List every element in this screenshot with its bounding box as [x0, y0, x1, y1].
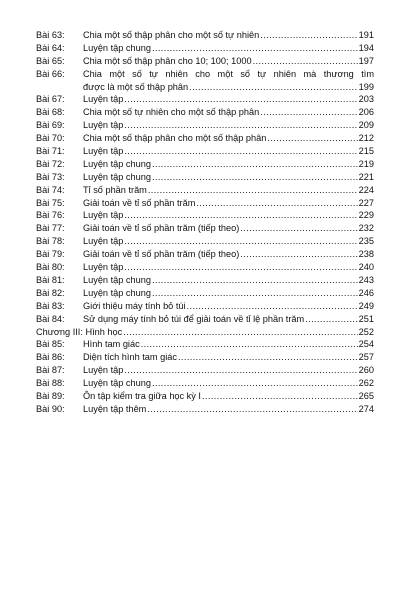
lesson-title: Tỉ số phần trăm [83, 184, 147, 195]
lesson-number: Bài 87: [36, 365, 65, 376]
toc-entry-body [83, 338, 374, 351]
leader-dots [124, 364, 357, 377]
toc-entry [36, 93, 374, 106]
lesson-number: Bài 71: [36, 146, 65, 157]
lesson-title: Luyện tập chung [83, 171, 151, 182]
toc-entry-body [83, 235, 374, 248]
table-of-contents [36, 29, 374, 416]
leader-dots [124, 209, 357, 222]
toc-entry [36, 377, 374, 390]
lesson-number: Bài 90: [36, 403, 65, 414]
lesson-title: Luyện tập chung [83, 158, 151, 169]
leader-dots [305, 313, 357, 326]
toc-entry [36, 248, 374, 261]
lesson-title-line-2-row [83, 81, 374, 94]
toc-entry-body [83, 106, 374, 119]
lesson-number: Bài 65: [36, 55, 65, 66]
page-number: 199 [358, 81, 374, 92]
toc-entry [36, 29, 374, 42]
toc-entry-body [83, 351, 374, 364]
lesson-title: Giải toán về tỉ số phần trăm (tiếp theo) [83, 223, 240, 234]
page-number: 212 [358, 133, 374, 144]
leader-dots [253, 55, 358, 68]
leader-dots [147, 403, 357, 416]
toc-entry [36, 68, 374, 94]
page-number: 229 [358, 210, 374, 221]
toc-entry [36, 106, 374, 119]
toc-entry-body [83, 261, 374, 274]
lesson-number: Bài 85: [36, 339, 65, 350]
toc-entry [36, 313, 374, 326]
toc-entry-body [83, 55, 374, 68]
toc-entry-body [83, 313, 374, 326]
leader-dots [202, 390, 358, 403]
toc-entry [36, 42, 374, 55]
toc-entry-body [83, 171, 374, 184]
lesson-number: Bài 77: [36, 223, 65, 234]
lesson-number: Bài 88: [36, 378, 65, 389]
lesson-number: Bài 79: [36, 249, 65, 260]
toc-entry [36, 197, 374, 210]
toc-entry-body [83, 300, 374, 313]
toc-entry-body [83, 93, 374, 106]
lesson-title: Ôn tập kiểm tra giữa học kỳ I [83, 390, 201, 401]
lesson-title: Chia một số thập phân cho 10; 100; 1000 [83, 55, 252, 66]
toc-entry-body [83, 248, 374, 261]
lesson-number: Bài 72: [36, 158, 65, 169]
toc-entry [36, 287, 374, 300]
leader-dots [187, 300, 358, 313]
leader-dots [196, 197, 357, 210]
toc-entry-body [83, 403, 374, 416]
leader-dots [123, 326, 357, 339]
lesson-title: Luyện tập chung [83, 42, 151, 53]
toc-entry [36, 132, 374, 145]
leader-dots [152, 171, 358, 184]
page-number: 219 [358, 158, 374, 169]
lesson-number: Bài 69: [36, 120, 65, 131]
toc-entry-body [83, 158, 374, 171]
leader-dots [152, 158, 358, 171]
toc-entry [36, 326, 374, 339]
lesson-number: Bài 66: [36, 68, 65, 79]
toc-entry-body [83, 197, 374, 210]
lesson-title: Luyện tập [83, 236, 124, 247]
toc-entry [36, 364, 374, 377]
toc-entry [36, 274, 374, 287]
lesson-title: Hình tam giác [83, 339, 140, 350]
lesson-number: Bài 80: [36, 262, 65, 273]
page-number: 243 [358, 274, 374, 285]
toc-entry-body [83, 274, 374, 287]
leader-dots [124, 93, 357, 106]
page-number: 257 [358, 352, 374, 363]
leader-dots [260, 106, 357, 119]
lesson-number: Bài 89: [36, 390, 65, 401]
lesson-number: Bài 73: [36, 171, 65, 182]
toc-entry-body [83, 145, 374, 158]
toc-entry-body [83, 287, 374, 300]
lesson-title: Luyện tập [83, 146, 124, 157]
toc-entry [36, 158, 374, 171]
toc-entry [36, 338, 374, 351]
lesson-number: Bài 81: [36, 274, 65, 285]
toc-entry [36, 171, 374, 184]
page-number: 254 [358, 339, 374, 350]
lesson-number: Bài 63: [36, 30, 65, 40]
page-number: 191 [358, 30, 374, 40]
toc-entry [36, 300, 374, 313]
toc-entry [36, 55, 374, 68]
toc-entry [36, 119, 374, 132]
toc-entry-body [83, 209, 374, 222]
lesson-title: Chia một số thập phân cho một số thập phân [83, 133, 267, 144]
page-number: 249 [358, 300, 374, 311]
toc-entry [36, 261, 374, 274]
toc-entry-body [83, 377, 374, 390]
lesson-title: Chia một số tự nhiên cho một số thập phân [83, 107, 260, 118]
page-number: 215 [358, 146, 374, 157]
lesson-title: Giải toán về tỉ số phần trăm [83, 197, 196, 208]
page-number: 203 [358, 94, 374, 105]
leader-dots [124, 145, 357, 158]
lesson-number: Bài 70: [36, 133, 65, 144]
lesson-number: Bài 78: [36, 236, 65, 247]
lesson-number: Bài 82: [36, 287, 65, 298]
toc-entry [36, 390, 374, 403]
toc-entry [36, 351, 374, 364]
page-number: 197 [358, 55, 374, 66]
lesson-title: Luyện tập chung [83, 378, 151, 389]
lesson-title: Giới thiệu máy tính bỏ túi [83, 300, 186, 311]
lesson-number: Bài 76: [36, 210, 65, 221]
page-number: 206 [358, 107, 374, 118]
toc-entry-body [83, 68, 374, 94]
page-number: 209 [358, 120, 374, 131]
page-number: 221 [358, 171, 374, 182]
lesson-number: Bài 68: [36, 107, 65, 118]
page-number: 238 [358, 249, 374, 260]
page-number: 224 [358, 184, 374, 195]
page-number: 246 [358, 287, 374, 298]
toc-entry-body [83, 29, 374, 42]
lesson-number: Bài 64: [36, 42, 65, 53]
lesson-title: Luyện tập chung [83, 287, 151, 298]
lesson-number: Bài 67: [36, 94, 65, 105]
lesson-title: Luyện tập [83, 94, 124, 105]
toc-entry [36, 235, 374, 248]
leader-dots [267, 132, 357, 145]
leader-dots [240, 248, 357, 261]
page-number: 232 [358, 223, 374, 234]
toc-entry [36, 184, 374, 197]
page-number: 274 [358, 403, 374, 414]
toc-entry [36, 209, 374, 222]
page-number: 260 [358, 365, 374, 376]
lesson-title: Luyện tập [83, 262, 124, 273]
page-number: 194 [358, 42, 374, 53]
toc-entry-body [83, 222, 374, 235]
lesson-title: Giải toán về tỉ số phần trăm (tiếp theo) [83, 249, 240, 260]
leader-dots [141, 338, 358, 351]
toc-entry-body [83, 119, 374, 132]
toc-entry [36, 403, 374, 416]
toc-entry-body [83, 390, 374, 403]
lesson-title: Diện tích hình tam giác [83, 352, 177, 363]
page-number: 265 [358, 390, 374, 401]
lesson-number: Bài 74: [36, 184, 65, 195]
lesson-title: Luyện tập thêm [83, 403, 147, 414]
lesson-title: Luyện tập chung [83, 274, 151, 285]
page-number: 251 [358, 313, 374, 324]
leader-dots [152, 274, 358, 287]
lesson-title: Sử dụng máy tính bỏ túi để giải toán về tỉ lệ phần trăm [83, 313, 305, 324]
page-number: 227 [358, 197, 374, 208]
leader-dots [124, 119, 357, 132]
lesson-number: Bài 75: [36, 197, 65, 208]
toc-entry-body [83, 42, 374, 55]
leader-dots [152, 377, 358, 390]
lesson-title: Chia một số thập phân cho một số tự nhiên [83, 30, 260, 40]
leader-dots [124, 261, 357, 274]
toc-entry [36, 222, 374, 235]
toc-entry-body [83, 184, 374, 197]
toc-entry [36, 145, 374, 158]
toc-entry-body [83, 132, 374, 145]
lesson-title: Luyện tập [83, 210, 124, 221]
lesson-title-line-2: được là một số thập phân [83, 81, 189, 92]
lesson-title: Luyện tập [83, 120, 124, 131]
lesson-number: Bài 86: [36, 352, 65, 363]
lesson-title-line-1: Chia một số tự nhiên cho một số tự nhiên mà thương tìm [83, 68, 374, 79]
lesson-title: Luyện tập [83, 365, 124, 376]
leader-dots [124, 235, 357, 248]
lesson-number: Bài 84: [36, 313, 65, 324]
toc-entry-body [36, 326, 374, 339]
page-number: 235 [358, 236, 374, 247]
leader-dots [148, 184, 358, 197]
leader-dots [152, 287, 358, 300]
chapter-title: Chương III: Hình học [36, 326, 123, 337]
page-number: 262 [358, 378, 374, 389]
leader-dots [260, 29, 357, 42]
toc-entry-body [83, 364, 374, 377]
lesson-number: Bài 83: [36, 300, 65, 311]
leader-dots [189, 81, 358, 94]
leader-dots [152, 42, 358, 55]
page-number: 240 [358, 262, 374, 273]
page-number: 252 [358, 326, 374, 337]
leader-dots [178, 351, 358, 364]
leader-dots [240, 222, 357, 235]
